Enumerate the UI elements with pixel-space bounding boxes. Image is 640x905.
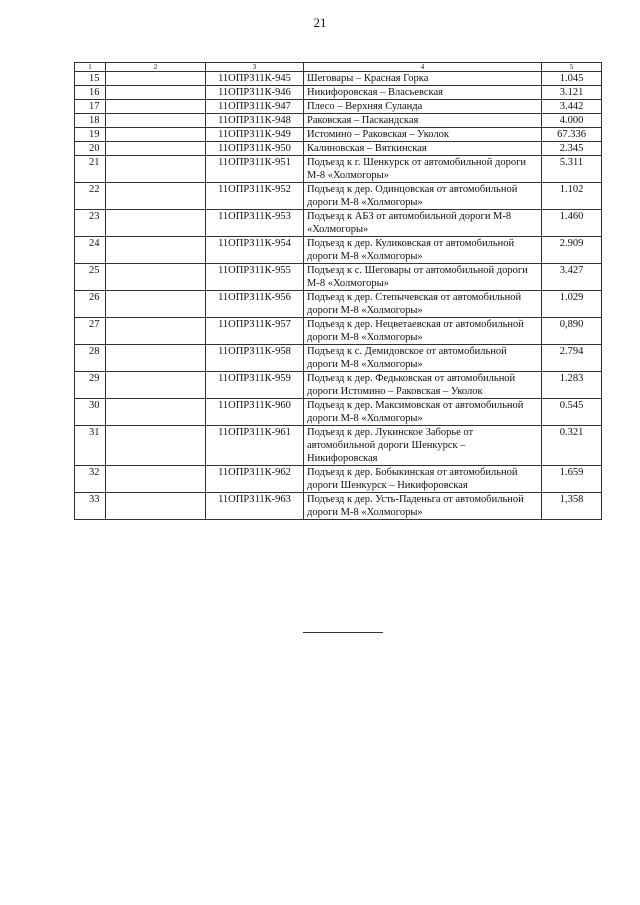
road-code-cell: 11ОПРЗ11К-958 bbox=[206, 345, 304, 372]
road-length-cell: 1.029 bbox=[542, 291, 602, 318]
table-row bbox=[75, 493, 602, 520]
road-name-cell: Подъезд к дер. Нецветаевская от автомобильной дороги М-8 «Холмогоры» bbox=[304, 318, 542, 345]
road-name-cell: Никифоровская – Власьевская bbox=[304, 86, 542, 100]
column-header: 2 bbox=[106, 63, 206, 72]
road-code-cell: 11ОПРЗ11К-946 bbox=[206, 86, 304, 100]
row-number-cell: 20 bbox=[75, 142, 106, 156]
row-number-cell: 17 bbox=[75, 100, 106, 114]
road-name-cell: Подъезд к дер. Максимовская от автомобильной дороги М-8 «Холмогоры» bbox=[304, 399, 542, 426]
closing-rule bbox=[303, 632, 383, 633]
table-row bbox=[75, 237, 602, 264]
table-row bbox=[75, 372, 602, 399]
table-row bbox=[75, 466, 602, 493]
column-2-cell bbox=[106, 86, 206, 100]
row-number-cell: 21 bbox=[75, 156, 106, 183]
road-name-cell: Подъезд к дер. Одинцовская от автомобильной дороги М-8 «Холмогоры» bbox=[304, 183, 542, 210]
column-2-cell bbox=[106, 264, 206, 291]
row-number-cell: 31 bbox=[75, 426, 106, 466]
table-row bbox=[75, 114, 602, 128]
road-length-cell: 5.311 bbox=[542, 156, 602, 183]
column-header: 4 bbox=[304, 63, 542, 72]
table-row bbox=[75, 426, 602, 466]
road-code-cell: 11ОПРЗ11К-955 bbox=[206, 264, 304, 291]
table-row bbox=[75, 183, 602, 210]
row-number-cell: 15 bbox=[75, 72, 106, 86]
road-name-cell: Подъезд к г. Шенкурск от автомобильной дороги М-8 «Холмогоры» bbox=[304, 156, 542, 183]
road-length-cell: 3.442 bbox=[542, 100, 602, 114]
column-header: 3 bbox=[206, 63, 304, 72]
row-number-cell: 16 bbox=[75, 86, 106, 100]
column-2-cell bbox=[106, 114, 206, 128]
road-name-cell: Подъезд к с. Шеговары от автомобильной дороги М-8 «Холмогоры» bbox=[304, 264, 542, 291]
table-row bbox=[75, 156, 602, 183]
road-code-cell: 11ОПРЗ11К-962 bbox=[206, 466, 304, 493]
road-registry-table bbox=[74, 62, 602, 520]
row-number-cell: 27 bbox=[75, 318, 106, 345]
road-name-cell: Подъезд к с. Демидовское от автомобильной дороги М-8 «Холмогоры» bbox=[304, 345, 542, 372]
column-2-cell bbox=[106, 156, 206, 183]
page-number: 21 bbox=[313, 15, 327, 30]
table-row bbox=[75, 264, 602, 291]
road-code-cell: 11ОПРЗ11К-957 bbox=[206, 318, 304, 345]
table-row bbox=[75, 345, 602, 372]
road-length-cell: 1.460 bbox=[542, 210, 602, 237]
table-row bbox=[75, 210, 602, 237]
column-2-cell bbox=[106, 210, 206, 237]
row-number-cell: 24 bbox=[75, 237, 106, 264]
row-number-cell: 26 bbox=[75, 291, 106, 318]
road-code-cell: 11ОПРЗ11К-951 bbox=[206, 156, 304, 183]
table-row bbox=[75, 142, 602, 156]
road-code-cell: 11ОПРЗ11К-954 bbox=[206, 237, 304, 264]
row-number-cell: 32 bbox=[75, 466, 106, 493]
road-code-cell: 11ОПРЗ11К-947 bbox=[206, 100, 304, 114]
column-header: 5 bbox=[542, 63, 602, 72]
column-2-cell bbox=[106, 345, 206, 372]
road-name-cell: Раковская – Паскандская bbox=[304, 114, 542, 128]
road-length-cell: 1.045 bbox=[542, 72, 602, 86]
column-2-cell bbox=[106, 372, 206, 399]
column-2-cell bbox=[106, 72, 206, 86]
table-row bbox=[75, 72, 602, 86]
column-2-cell bbox=[106, 100, 206, 114]
road-length-cell: 1.102 bbox=[542, 183, 602, 210]
road-code-cell: 11ОПРЗ11К-952 bbox=[206, 183, 304, 210]
column-header: 1 bbox=[75, 63, 106, 72]
road-length-cell: 0,890 bbox=[542, 318, 602, 345]
column-2-cell bbox=[106, 318, 206, 345]
row-number-cell: 18 bbox=[75, 114, 106, 128]
row-number-cell: 30 bbox=[75, 399, 106, 426]
row-number-cell: 19 bbox=[75, 128, 106, 142]
column-2-cell bbox=[106, 128, 206, 142]
column-2-cell bbox=[106, 291, 206, 318]
road-length-cell: 2.794 bbox=[542, 345, 602, 372]
road-length-cell: 1.659 bbox=[542, 466, 602, 493]
table-row bbox=[75, 318, 602, 345]
table-row bbox=[75, 128, 602, 142]
road-length-cell: 0.321 bbox=[542, 426, 602, 466]
road-code-cell: 11ОПРЗ11К-959 bbox=[206, 372, 304, 399]
column-2-cell bbox=[106, 237, 206, 264]
column-2-cell bbox=[106, 426, 206, 466]
road-length-cell: 1,358 bbox=[542, 493, 602, 520]
road-name-cell: Истомино – Раковская – Уколок bbox=[304, 128, 542, 142]
road-name-cell: Подъезд к дер. Лукинское Заборье от автомобильной дороги Шенкурск – Никифоровская bbox=[304, 426, 542, 466]
row-number-cell: 23 bbox=[75, 210, 106, 237]
table-row bbox=[75, 100, 602, 114]
road-code-cell: 11ОПРЗ11К-950 bbox=[206, 142, 304, 156]
row-number-cell: 28 bbox=[75, 345, 106, 372]
road-name-cell: Подъезд к дер. Федьковская от автомобильной дороги Истомино – Раковская – Уколок bbox=[304, 372, 542, 399]
road-code-cell: 11ОПРЗ11К-945 bbox=[206, 72, 304, 86]
column-2-cell bbox=[106, 493, 206, 520]
table-row bbox=[75, 399, 602, 426]
road-code-cell: 11ОПРЗ11К-948 bbox=[206, 114, 304, 128]
road-name-cell: Плесо – Верхняя Суланда bbox=[304, 100, 542, 114]
road-length-cell: 0.545 bbox=[542, 399, 602, 426]
road-length-cell: 2.909 bbox=[542, 237, 602, 264]
road-code-cell: 11ОПРЗ11К-963 bbox=[206, 493, 304, 520]
road-length-cell: 3.121 bbox=[542, 86, 602, 100]
column-2-cell bbox=[106, 142, 206, 156]
road-code-cell: 11ОПРЗ11К-956 bbox=[206, 291, 304, 318]
road-length-cell: 1.283 bbox=[542, 372, 602, 399]
column-2-cell bbox=[106, 399, 206, 426]
row-number-cell: 33 bbox=[75, 493, 106, 520]
column-2-cell bbox=[106, 183, 206, 210]
row-number-cell: 22 bbox=[75, 183, 106, 210]
road-length-cell: 4.000 bbox=[542, 114, 602, 128]
road-name-cell: Калиновская – Вяткинская bbox=[304, 142, 542, 156]
road-name-cell: Шеговары – Красная Горка bbox=[304, 72, 542, 86]
road-name-cell: Подъезд к дер. Куликовская от автомобильной дороги М-8 «Холмогоры» bbox=[304, 237, 542, 264]
road-code-cell: 11ОПРЗ11К-960 bbox=[206, 399, 304, 426]
road-name-cell: Подъезд к АБЗ от автомобильной дороги М-8 «Холмогоры» bbox=[304, 210, 542, 237]
road-length-cell: 2.345 bbox=[542, 142, 602, 156]
road-code-cell: 11ОПРЗ11К-949 bbox=[206, 128, 304, 142]
table-row bbox=[75, 291, 602, 318]
road-length-cell: 67.336 bbox=[542, 128, 602, 142]
road-code-cell: 11ОПРЗ11К-961 bbox=[206, 426, 304, 466]
table-row bbox=[75, 86, 602, 100]
road-code-cell: 11ОПРЗ11К-953 bbox=[206, 210, 304, 237]
road-name-cell: Подъезд к дер. Бобыкинская от автомобильной дороги Шенкурск – Никифоровская bbox=[304, 466, 542, 493]
road-name-cell: Подъезд к дер. Усть-Паденьга от автомобильной дороги М-8 «Холмогоры» bbox=[304, 493, 542, 520]
row-number-cell: 29 bbox=[75, 372, 106, 399]
column-2-cell bbox=[106, 466, 206, 493]
row-number-cell: 25 bbox=[75, 264, 106, 291]
road-length-cell: 3.427 bbox=[542, 264, 602, 291]
column-number-row bbox=[75, 63, 602, 72]
road-name-cell: Подъезд к дер. Степычевская от автомобильной дороги М-8 «Холмогоры» bbox=[304, 291, 542, 318]
